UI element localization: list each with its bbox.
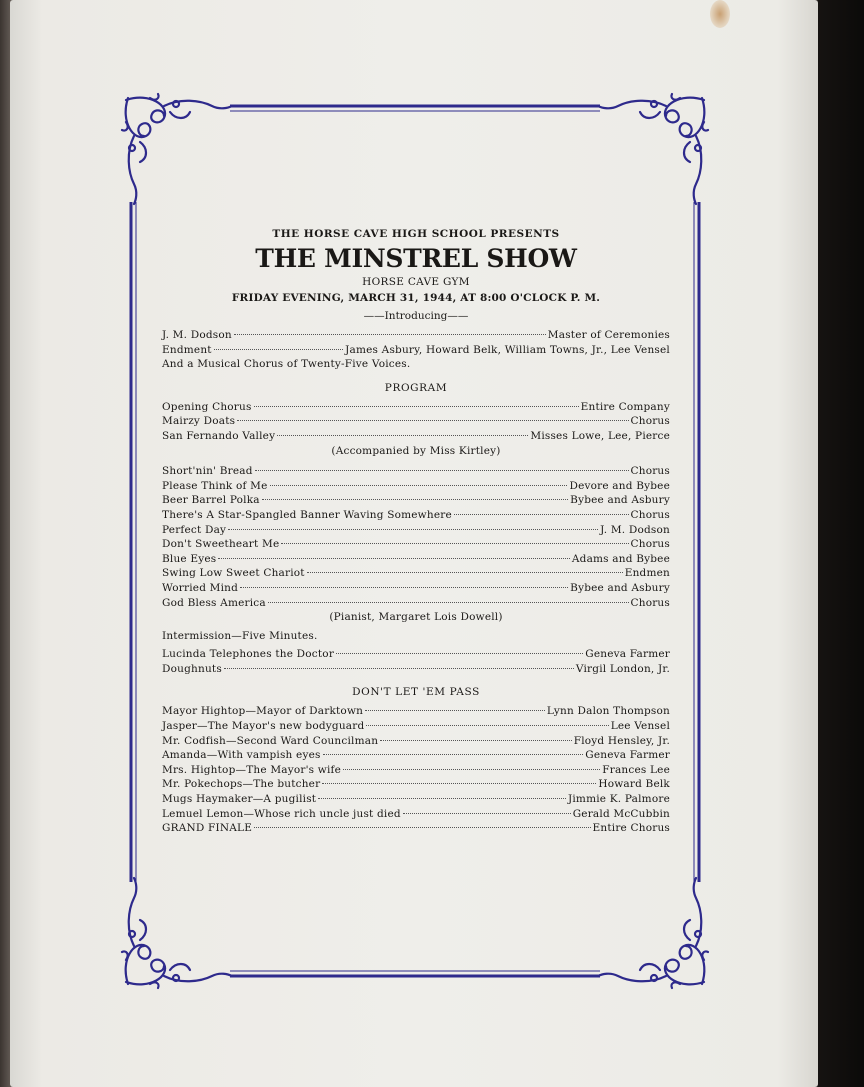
- sketch-heading: DON'T LET 'EM PASS: [352, 686, 480, 699]
- program-heading: PROGRAM: [384, 381, 448, 394]
- item-name: Mr. Codfish—Second Ward Councilman: [162, 734, 379, 747]
- item-name: Jasper—The Mayor's new bodyguard: [162, 720, 365, 733]
- leader-dots: [268, 602, 629, 603]
- item-name: San Fernando Valley: [162, 429, 276, 442]
- list-item: [162, 493, 670, 508]
- introducing-label: ——Introducing——: [363, 310, 469, 322]
- list-item: [162, 647, 670, 662]
- scroll-flourish-icon: [590, 92, 710, 212]
- list-item: [162, 777, 670, 792]
- list-item: [162, 328, 670, 343]
- leader-dots: [237, 420, 628, 421]
- leader-dots: [307, 572, 623, 573]
- list-item: [162, 792, 670, 807]
- leader-dots: [254, 827, 590, 828]
- leader-dots: [403, 813, 571, 814]
- item-name: Worried Mind: [162, 581, 239, 594]
- list-item: [162, 552, 670, 567]
- accompanied-note: (Accompanied by Miss Kirtley): [331, 444, 501, 457]
- item-performer: Entire Chorus: [592, 822, 670, 835]
- item-name: Don't Sweetheart Me: [162, 538, 280, 551]
- leader-dots: [323, 754, 584, 755]
- list-item: [162, 821, 670, 836]
- leader-dots: [240, 587, 568, 588]
- item-performer: Lynn Dalon Thompson: [546, 705, 670, 718]
- item-name: Doughnuts: [162, 662, 222, 675]
- item-name: Mr. Pokechops—The butcher: [162, 778, 321, 791]
- book-edge-shadow: [818, 0, 864, 1087]
- item-performer: Lee Vensel: [610, 720, 670, 733]
- item-name: Mugs Haymaker—A pugilist: [162, 793, 317, 806]
- program-content: [162, 228, 670, 836]
- paper-stain: [710, 0, 730, 28]
- item-performer: Adams and Bybee: [571, 552, 670, 565]
- item-name: Perfect Day: [162, 523, 227, 536]
- item-performer: Virgil London, Jr.: [575, 662, 670, 675]
- leader-dots: [214, 349, 343, 350]
- item-name: Swing Low Sweet Chariot: [162, 567, 305, 580]
- leader-dots: [380, 740, 572, 741]
- item-name: GRAND FINALE: [162, 822, 253, 835]
- show-date: FRIDAY EVENING, MARCH 31, 1944, AT 8:00 O'CLOCK P. M.: [231, 292, 601, 304]
- program-list-a: [162, 400, 670, 458]
- item-name: J. M. Dodson: [162, 329, 232, 341]
- item-performer: Howard Belk: [598, 778, 670, 791]
- item-name: Beer Barrel Polka: [162, 494, 260, 507]
- leader-dots: [254, 406, 579, 407]
- item-performer: Geneva Farmer: [585, 648, 670, 661]
- leader-dots: [366, 725, 608, 726]
- pianist-note: (Pianist, Margaret Lois Dowell): [329, 611, 503, 624]
- item-name: Mrs. Hightop—The Mayor's wife: [162, 763, 342, 776]
- item-performer: Floyd Hensley, Jr.: [573, 734, 670, 747]
- scroll-flourish-icon: [120, 870, 240, 990]
- leader-dots: [318, 798, 566, 799]
- item-performer: Gerald McCubbin: [572, 807, 670, 820]
- list-item: [162, 414, 670, 429]
- item-name: Please Think of Me: [162, 479, 268, 492]
- list-item: [162, 662, 670, 677]
- item-name: God Bless America: [162, 596, 266, 609]
- leader-dots: [277, 435, 528, 436]
- leader-dots: [454, 514, 629, 515]
- list-item: [162, 763, 670, 778]
- item-name: Opening Chorus: [162, 400, 252, 413]
- item-performer: Bybee and Asbury: [570, 494, 670, 507]
- list-item: [162, 581, 670, 596]
- item-performer: Chorus: [630, 538, 670, 551]
- leader-dots: [343, 769, 600, 770]
- list-item: [162, 400, 670, 415]
- item-name: Lemuel Lemon—Whose rich uncle just died: [162, 807, 401, 820]
- list-item: [162, 523, 670, 538]
- list-item: [162, 429, 670, 444]
- leader-dots: [234, 334, 546, 335]
- leader-dots: [262, 499, 568, 500]
- item-performer: Chorus: [630, 415, 670, 428]
- list-item: [162, 566, 670, 581]
- list-item: [162, 734, 670, 749]
- item-name: Short'nin' Bread: [162, 465, 253, 478]
- item-performer: Frances Lee: [602, 763, 670, 776]
- list-item: [162, 479, 670, 494]
- item-performer: Chorus: [630, 465, 670, 478]
- intermission-note: Intermission—Five Minutes.: [162, 629, 318, 642]
- item-performer: Master of Ceremonies: [547, 329, 670, 341]
- scroll-flourish-icon: [120, 92, 240, 212]
- item-performer: Chorus: [630, 596, 670, 609]
- item-performer: Misses Lowe, Lee, Pierce: [530, 429, 670, 442]
- leader-dots: [218, 558, 569, 559]
- item-performer: Devore and Bybee: [569, 479, 670, 492]
- item-name: Mayor Hightop—Mayor of Darktown: [162, 705, 364, 718]
- item-performer: Endmen: [624, 567, 670, 580]
- list-item: [162, 704, 670, 719]
- item-performer: Geneva Farmer: [585, 749, 670, 762]
- chorus-note: And a Musical Chorus of Twenty-Five Voices.: [162, 358, 411, 371]
- program-list-b: [162, 464, 670, 625]
- leader-dots: [281, 543, 628, 544]
- list-item: [162, 508, 670, 523]
- program-list-d: [162, 704, 670, 835]
- program-list-c: [162, 647, 670, 676]
- list-item: [162, 748, 670, 763]
- list-item: [162, 596, 670, 611]
- leader-dots: [270, 485, 568, 486]
- presenter-line: THE HORSE CAVE HIGH SCHOOL PRESENTS: [272, 228, 560, 240]
- item-name: There's A Star-Spangled Banner Waving Somewhere: [162, 508, 452, 521]
- venue: HORSE CAVE GYM: [362, 276, 470, 288]
- list-item: [162, 343, 670, 358]
- scroll-flourish-icon: [590, 870, 710, 990]
- item-name: Blue Eyes: [162, 552, 217, 565]
- item-performer: Jimmie K. Palmore: [567, 793, 670, 806]
- item-performer: J. M. Dodson: [600, 523, 670, 536]
- leader-dots: [322, 783, 596, 784]
- list-item: [162, 807, 670, 822]
- item-name: Amanda—With vampish eyes: [162, 749, 321, 762]
- show-title: THE MINSTREL SHOW: [255, 244, 577, 273]
- item-name: Lucinda Telephones the Doctor: [162, 648, 335, 661]
- leader-dots: [336, 653, 583, 654]
- list-item: [162, 464, 670, 479]
- leader-dots: [224, 668, 574, 669]
- item-performer: Entire Company: [580, 400, 670, 413]
- item-performer: James Asbury, Howard Belk, William Towns, Jr., Lee Vensel: [345, 343, 670, 356]
- item-name: Mairzy Doats: [162, 415, 236, 428]
- item-performer: Bybee and Asbury: [570, 581, 670, 594]
- list-item: [162, 719, 670, 734]
- list-item: [162, 537, 670, 552]
- cast-list: [162, 328, 670, 372]
- leader-dots: [255, 470, 629, 471]
- item-performer: Chorus: [630, 508, 670, 521]
- item-name: Endment: [162, 343, 212, 356]
- leader-dots: [365, 710, 545, 711]
- leader-dots: [228, 529, 598, 530]
